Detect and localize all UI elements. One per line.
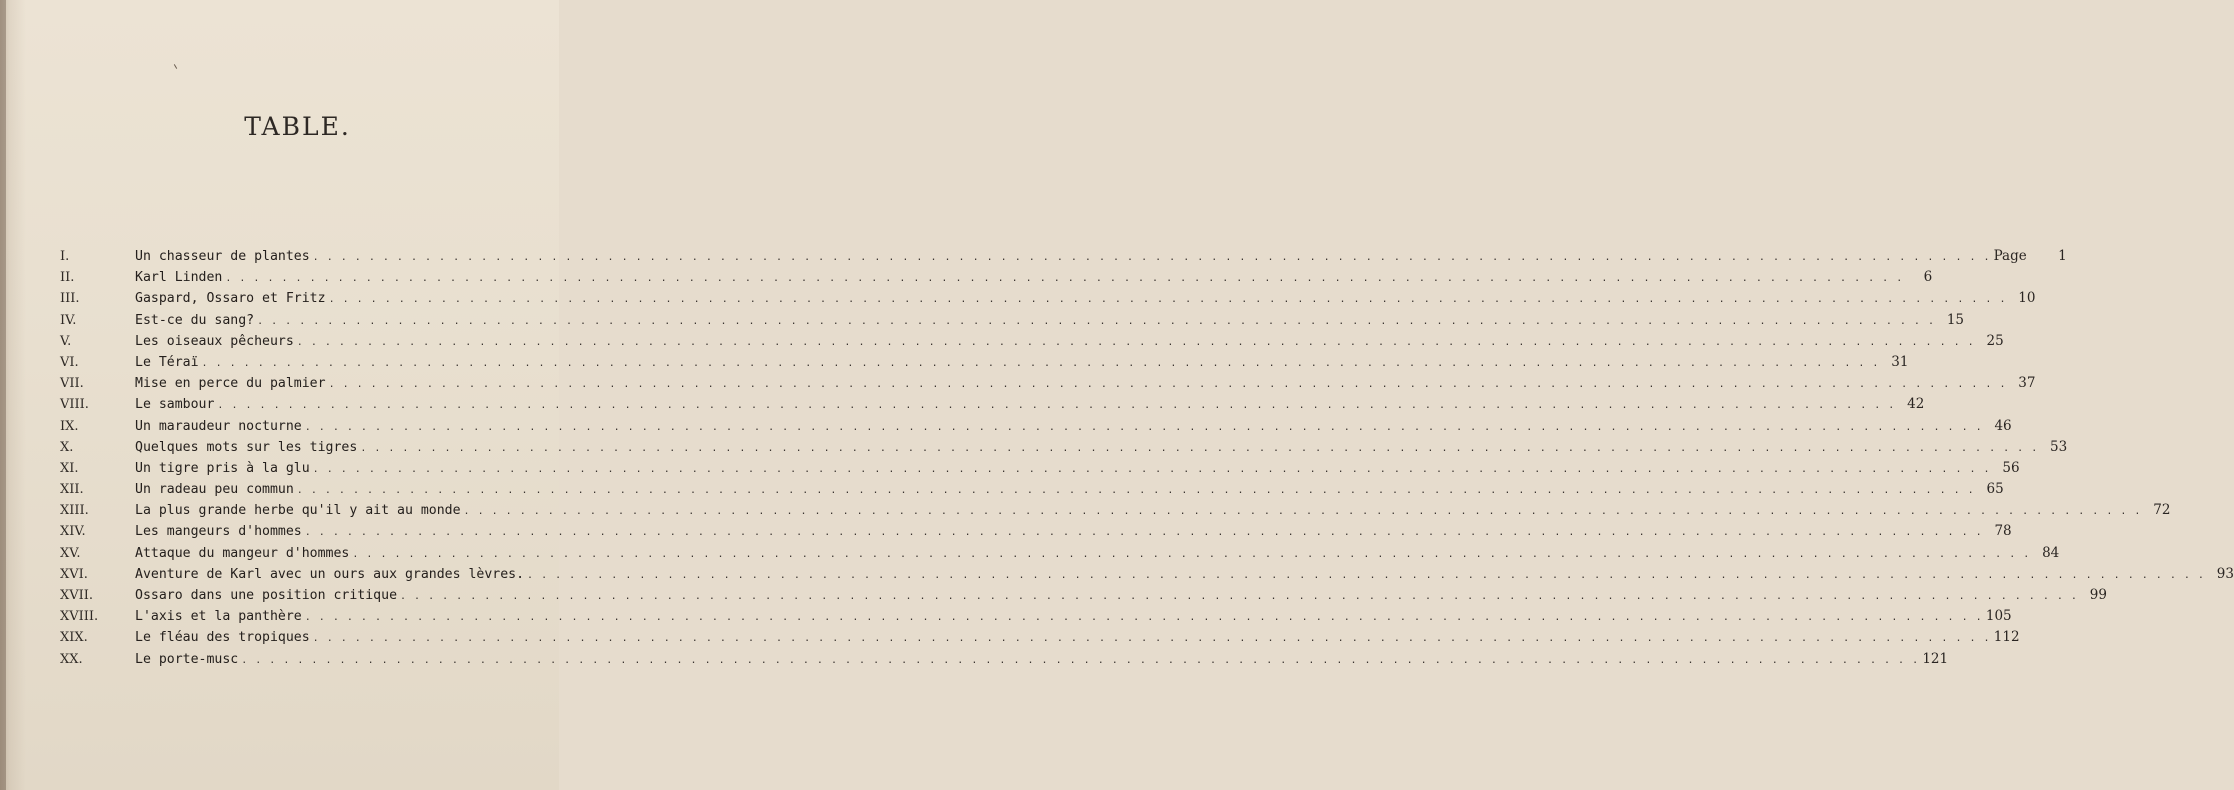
chapter-title: Ossaro dans une position critique (135, 588, 398, 603)
chapter-title: Aventure de Karl avec un ours aux grandes lèvres. (135, 566, 525, 582)
chapter-entry (135, 627, 1994, 649)
chapter-title: Le porte-musc (135, 651, 239, 667)
chapter-number: I. (60, 249, 70, 264)
page-number: 46 (1994, 417, 2012, 434)
toc-row (60, 394, 1925, 415)
chapter-number: XVII. (60, 588, 94, 603)
page-number: 65 (1986, 481, 2004, 498)
chapter-number: VIII. (60, 397, 89, 413)
dot-leader: . . . . . . . . . . . . . . . . . . . . . . . . . . . . . . . . . . . . . . . . . . . . . . . . . . . . . . . . . . . . . . . . . . . . . . . . . . . . . . . . . . . . . . . . . . . . . . . . . . . . . . . . . . . . . . . . . . . . . . . . (360, 442, 2039, 454)
dot-leader: . . . . . . . . . . . . . . . . . . . . . . . . . . . . . . . . . . . . . . . . . . . . . . . . . . . . . . . . . . . . . . . . . . . . . . . . . . . . . . . . . . . . . . . . . . . . . . . . . . . . . . . . . . . . . . . . . . . . . . . . (201, 357, 1880, 369)
page-title: TABLE. (244, 112, 351, 141)
chapter-number: XX. (60, 651, 83, 667)
dot-leader: . . . . . . . . . . . . . . . . . . . . . . . . . . . . . . . . . . . . . . . . . . . . . . . . . . . . . . . . . . . . . . . . . . . . . . . . . . . . . . . . . . . . . . . . . . . . . . . . . . . . . . . . . . . . . . . . . . . . . . . . (296, 336, 1975, 348)
toc-row (60, 267, 1933, 288)
chapter-number: XVI. (60, 566, 88, 582)
dot-leader: . . . . . . . . . . . . . . . . . . . . . . . . . . . . . . . . . . . . . . . . . . . . . . . . . . . . . . . . . . . . . . . . . . . . . . . . . . . . . . . . . . . . . . . . . . . . . . . . . . . . . . . . . . . . . . . . . . . . . . . . (304, 612, 1983, 624)
dot-leader: . . . . . . . . . . . . . . . . . . . . . . . . . . . . . . . . . . . . . . . . . . . . . . . . . . . . . . . . . . . . . . . . . . . . . . . . . . . . . . . . . . . . . . . . . . . . . . . . . . . . . . . . . . . . . . . . . . . . . . . . (352, 548, 2031, 560)
chapter-title: Un tigre pris à la glu (135, 460, 310, 476)
chapter-entry (135, 331, 1978, 353)
chapter-entry (135, 606, 1986, 628)
chapter-entry (135, 246, 2041, 268)
page-number: 121 (1922, 650, 1949, 667)
toc-row (60, 416, 2012, 437)
page-number: 37 (2018, 375, 2036, 392)
chapter-title: Quelques mots sur les tigres (135, 439, 358, 455)
page-number: 56 (2002, 459, 2020, 476)
page-number: 42 (1907, 396, 1925, 413)
dot-leader: . . . . . . . . . . . . . . . . . . . . . . . . . . . . . . . . . . . . . . . . . . . . . . . . . . . . . . . . . . . . . . . . . . . . . . . . . . . . . . . . . . . . . . . . . . . . . . . . . . . . . . . . . . . . . . . . . . . . . . . . (225, 273, 1904, 285)
dot-leader: . . . . . . . . . . . . . . . . . . . . . . . . . . . . . . . . . . . . . . . . . . . . . . . . . . . . . . . . . . . . . . . . . . . . . . . . . . . . . . . . . . . . . . . . . . . . . . . . . . . . . . . . . . . . . . . . . . . . . . . . (257, 315, 1935, 327)
page-number: 78 (1994, 523, 2012, 540)
page-number: 15 (1946, 311, 1964, 328)
dot-leader: . . . . . . . . . . . . . . . . . . . . . . . . . . . . . . . . . . . . . . . . . . . . . . . . . . . . . . . . . . . . . . . . . . . . . . . . . . . . . . . . . . . . . . . . . . . . . . . . . . . . . . . . . . . . . . . . . . . . . . . . (527, 569, 2205, 581)
binding-shadow (0, 0, 6, 790)
chapter-number: XV. (60, 545, 81, 561)
toc-row (60, 564, 2234, 585)
toc-row (60, 585, 2107, 606)
chapter-title: Mise en perce du palmier (135, 376, 326, 392)
page-number: 25 (1986, 332, 2004, 349)
chapter-number: II. (60, 270, 75, 286)
toc-row (60, 331, 2004, 352)
page-number: 10 (2018, 290, 2036, 307)
chapter-title: Un radeau peu commun (135, 482, 294, 498)
page-number: 84 (2042, 544, 2060, 561)
chapter-entry (135, 437, 2041, 459)
table-of-contents (60, 246, 2234, 670)
chapter-entry (135, 416, 1986, 438)
ink-mark (174, 64, 177, 69)
toc-row (60, 352, 1909, 373)
chapter-title: Karl Linden (135, 270, 223, 286)
chapter-title: Un maraudeur nocturne (135, 418, 302, 434)
chapter-entry (135, 649, 1922, 671)
page-word-label: Page (1993, 248, 2027, 264)
dot-leader: . . . . . . . . . . . . . . . . . . . . . . . . . . . . . . . . . . . . . . . . . . . . . . . . . . . . . . . . . . . . . . . . . . . . . . . . . . . . . . . . . . . . . . . . . . . . . . . . . . . . . . . . . . . . . . . . . . . . . . . . (328, 294, 2007, 306)
dot-leader: . . . . . . . . . . . . . . . . . . . . . . . . . . . . . . . . . . . . . . . . . . . . . . . . . . . . . . . . . . . . . . . . . . . . . . . . . . . . . . . . . . . . . . . . . . . . . . . . . . . . . . . . . . . . . . . . . . . . . . . . (328, 379, 2007, 391)
chapter-title: L'axis et la panthère (135, 609, 302, 625)
chapter-number: VI. (60, 354, 79, 370)
dot-leader: . . . . . . . . . . . . . . . . . . . . . . . . . . . . . . . . . . . . . . . . . . . . . . . . . . . . . . . . . . . . . . . . . . . . . . . . . . . . . . . . . . . . . . . . . . . . . . . . . . . . . . . . . . . . . . . . . . . . . . . . (463, 506, 2142, 518)
toc-row (60, 606, 2012, 627)
chapter-entry (135, 394, 1898, 416)
page-number: 112 (1993, 629, 2020, 646)
dot-leader: . . . . . . . . . . . . . . . . . . . . . . . . . . . . . . . . . . . . . . . . . . . . . . . . . . . . . . . . . . . . . . . . . . . . . . . . . . . . . . . . . . . . . . . . . . . . . . . . . . . . . . . . . . . . . . . . . . . . . . . . (241, 654, 1920, 666)
chapter-entry (135, 479, 1978, 501)
chapter-entry (135, 267, 1906, 289)
chapter-number: IV. (60, 312, 77, 328)
chapter-title: Un chasseur de plantes (135, 249, 310, 264)
chapter-title: Attaque du mangeur d'hommes (135, 545, 350, 561)
chapter-title: Le Téraï (135, 354, 199, 370)
dot-leader: . . . . . . . . . . . . . . . . . . . . . . . . . . . . . . . . . . . . . . . . . . . . . . . . . . . . . . . . . . . . . . . . . . . . . . . . . . . . . . . . . . . . . . . . . . . . . . . . . . . . . . . . . . . . . . . . . . . . . . . . (217, 400, 1896, 412)
toc-row (60, 288, 2036, 309)
dot-leader: . . . . . . . . . . . . . . . . . . . . . . . . . . . . . . . . . . . . . . . . . . . . . . . . . . . . . . . . . . . . . . . . . . . . . . . . . . . . . . . . . . . . . . . . . . . . . . . . . . . . . . . . . . . . . . . . . . . . . . . . (400, 591, 2078, 602)
dot-leader: . . . . . . . . . . . . . . . . . . . . . . . . . . . . . . . . . . . . . . . . . . . . . . . . . . . . . . . . . . . . . . . . . . . . . . . . . . . . . . . . . . . . . . . . . . . . . . . . . . . . . . . . . . . . . . . . . . . . . . . . (312, 463, 1991, 475)
chapter-entry (135, 585, 2081, 607)
page-number: 53 (2050, 438, 2068, 455)
page-number: 1 (2058, 248, 2067, 264)
chapter-number: XIX. (60, 630, 88, 646)
dot-leader: . . . . . . . . . . . . . . . . . . . . . . . . . . . . . . . . . . . . . . . . . . . . . . . . . . . . . . . . . . . . . . . . . . . . . . . . . . . . . . . . . . . . . . . . . . . . . . . . . . . . . . . . . . . . . . . . . . . . . . . . (312, 633, 1991, 645)
toc-row (60, 479, 2004, 500)
chapter-title: Le fléau des tropiques (135, 630, 310, 646)
toc-row (60, 521, 2012, 542)
chapter-title: La plus grande herbe qu'il y ait au monde (135, 503, 461, 519)
toc-row (60, 500, 2171, 521)
chapter-title: Le sambour (135, 397, 215, 413)
chapter-number: VII. (60, 376, 84, 392)
page-number: 31 (1891, 353, 1909, 370)
chapter-title: Est-ce du sang? (135, 312, 255, 328)
toc-row (60, 310, 1964, 331)
chapter-number: XIII. (60, 503, 89, 519)
chapter-number: XII. (60, 482, 84, 498)
chapter-number: V. (60, 333, 72, 349)
toc-row (60, 649, 1949, 670)
chapter-entry (135, 352, 1882, 374)
dot-leader: . . . . . . . . . . . . . . . . . . . . . . . . . . . . . . . . . . . . . . . . . . . . . . . . . . . . . . . . . . . . . . . . . . . . . . . . . . . . . . . . . . . . . . . . . . . . . . . . . . . . . . . . . . . . . . . . . . . . . . . . (296, 485, 1975, 497)
chapter-entry (135, 521, 1986, 543)
chapter-title: Les mangeurs d'hommes (135, 524, 302, 540)
chapter-number: IX. (60, 418, 79, 434)
toc-row (60, 246, 2067, 267)
page-number: 72 (2153, 502, 2171, 519)
page-number: 99 (2089, 587, 2107, 603)
chapter-entry (135, 288, 2009, 310)
chapter-title: Gaspard, Ossaro et Fritz (135, 291, 326, 307)
dot-leader: . . . . . . . . . . . . . . . . . . . . . . . . . . . . . . . . . . . . . . . . . . . . . . . . . . . . . . . . . . . . . . . . . . . . . . . . . . . . . . . . . . . . . . . . . . . . . . . . . . . . . . . . . . . . . . . . . . . . . . . . (312, 252, 1991, 263)
chapter-entry (135, 564, 2208, 586)
toc-row (60, 437, 2068, 458)
chapter-entry (135, 310, 1938, 332)
chapter-number: XVIII. (60, 609, 99, 625)
chapter-title: Les oiseaux pêcheurs (135, 333, 294, 349)
chapter-entry (135, 500, 2144, 522)
toc-row (60, 458, 2020, 479)
toc-row (60, 543, 2060, 564)
dot-leader: . . . . . . . . . . . . . . . . . . . . . . . . . . . . . . . . . . . . . . . . . . . . . . . . . . . . . . . . . . . . . . . . . . . . . . . . . . . . . . . . . . . . . . . . . . . . . . . . . . . . . . . . . . . . . . . . . . . . . . . . (304, 421, 1983, 433)
page-number: 6 (1923, 269, 1933, 286)
toc-row (60, 373, 2036, 394)
page-number: 93 (2216, 565, 2234, 582)
toc-row (60, 627, 2020, 648)
chapter-entry (135, 543, 2033, 565)
chapter-entry (135, 373, 2009, 395)
chapter-number: XIV. (60, 524, 86, 540)
chapter-number: X. (60, 439, 74, 455)
chapter-number: XI. (60, 460, 79, 476)
chapter-entry (135, 458, 1994, 480)
page-number: 105 (1985, 608, 2012, 625)
chapter-number: III. (60, 291, 80, 307)
dot-leader: . . . . . . . . . . . . . . . . . . . . . . . . . . . . . . . . . . . . . . . . . . . . . . . . . . . . . . . . . . . . . . . . . . . . . . . . . . . . . . . . . . . . . . . . . . . . . . . . . . . . . . . . . . . . . . . . . . . . . . . . (304, 527, 1983, 539)
